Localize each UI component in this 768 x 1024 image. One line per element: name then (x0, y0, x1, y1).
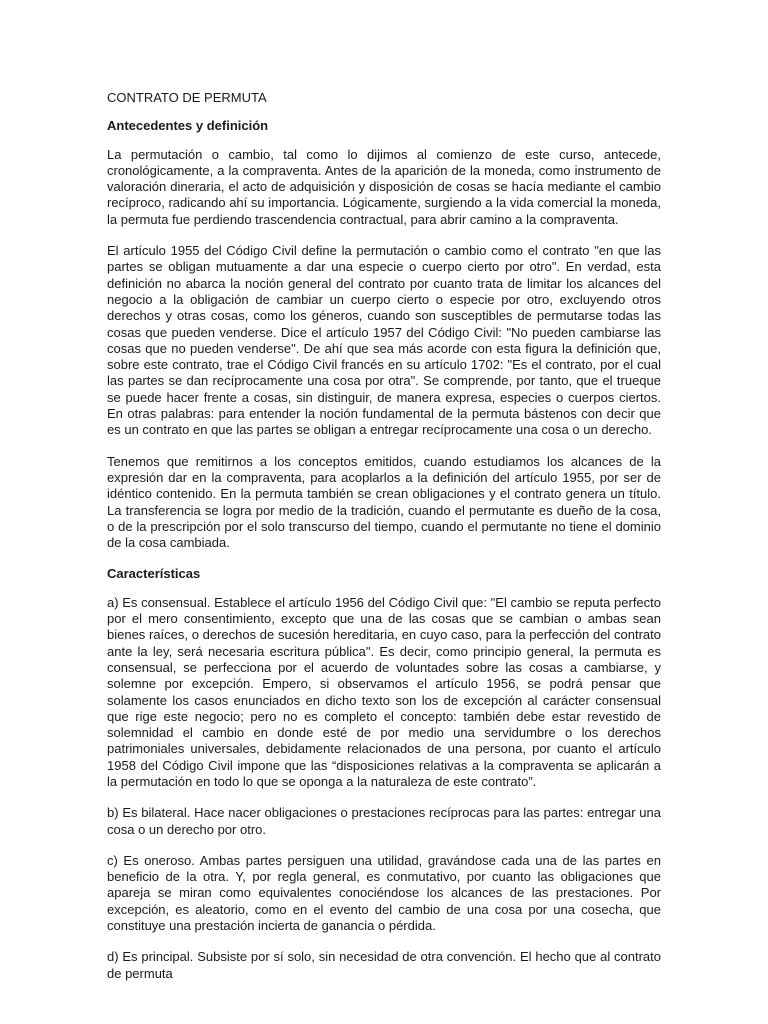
paragraph: d) Es principal. Subsiste por sí solo, sin necesidad de otra convención. El hecho que al contrato de permuta (107, 949, 661, 981)
paragraph: Tenemos que remitirnos a los conceptos emitidos, cuando estudiamos los alcances de la expresión dar en la compraventa, para acoplarlos a la definición del artículo 1955, por ser de idéntico contenido. En la permuta también se crean obligaciones y el contrato genera un título. La transferencia se logra por medio de la tradición, cuando el permutante es dueño de la cosa, o de la prescripción por el solo transcurso del tiempo, cuando el permutante no tiene el dominio de la cosa cambiada. (107, 453, 661, 551)
paragraph: b) Es bilateral. Hace nacer obligaciones o prestaciones recíprocas para las partes: entregar una cosa o un derecho por otro. (107, 805, 661, 837)
paragraph: El artículo 1955 del Código Civil define la permutación o cambio como el contrato "en que las partes se obligan mutuamente a dar una especie o cuerpo cierto por otro". En verdad, esta definición no abarca la noción general del contrato por cuanto trata de limitar los alcances del negocio a la obligación de cambiar un cuerpo cierto o especie por otro, excluyendo otros derechos y otras cosas, como los géneros, cuando son susceptibles de permutarse todas las cosas que pueden venderse. Dice el artículo 1957 del Código Civil: "No pueden cambiarse las cosas que no pueden venderse". De ahí que sea más acorde con esta figura la definición que, sobre este contrato, trae el Código Civil francés en su artículo 1702: "Es el contrato, por el cual las partes se dan recíprocamente una cosa por otra". Se comprende, por tanto, que el trueque se puede hacer frente a cosas, sin distinguir, de manera expresa, especies o cuerpos ciertos. En otras palabras: para entender la noción fundamental de la permuta bástenos con decir que es un contrato en que las partes se obligan a entregar recíprocamente una cosa o un derecho. (107, 243, 661, 438)
paragraph: c) Es oneroso. Ambas partes persiguen una utilidad, gravándose cada una de las partes en beneficio de la otra. Y, por regla general, es conmutativo, por cuanto las obligaciones que apareja se miran como equivalentes conociéndose los alcances de las prestaciones. Por excepción, es aleatorio, como en el evento del cambio de una cosa por una cosecha, que constituye una prestación incierta de ganancia o pérdida. (107, 852, 661, 934)
document-page (107, 90, 661, 997)
paragraph: La permutación o cambio, tal como lo dijimos al comienzo de este curso, antecede, cronológicamente, a la compraventa. Antes de la aparición de la moneda, como instrumento de valoración dineraria, el acto de adquisición y disposición de cosas se hacía mediante el cambio recíproco, radicando ahí su importancia. Lógicamente, surgiendo a la vida comercial la moneda, la permuta fue perdiendo trascendencia contractual, para abrir camino a la compraventa. (107, 146, 661, 227)
section-heading-caracteristicas: Características (107, 566, 201, 582)
document-title: CONTRATO DE PERMUTA (107, 90, 267, 105)
section-heading-antecedentes: Antecedentes y definición (107, 118, 269, 134)
paragraph: a) Es consensual. Establece el artículo 1956 del Código Civil que: "El cambio se reputa perfecto por el mero consentimiento, excepto que una de las cosas que se cambian o ambas sean bienes raíces, o derechos de sucesión hereditaria, en cuyo caso, para la perfección del contrato ante la ley, será necesaria escritura pública". Es decir, como principio general, la permuta es consensual, se perfecciona por el acuerdo de voluntades sobre las cosas a cambiarse, y solemne por excepción. Empero, si observamos el artículo 1956, se podrá pensar que solamente los casos enunciados en dicho texto son los de excepción al carácter consensual que rige este negocio; pero no es completo el concepto: también debe estar revestido de solemnidad el cambio en donde esté de por medio una servidumbre o los derechos patrimoniales universales, debidamente relacionados de una persona, por cuanto el artículo 1958 del Código Civil impone que las “disposiciones relativas a la compraventa se aplicarán a la permutación en todo lo que se oponga a la naturaleza de este contrato”. (107, 594, 661, 789)
